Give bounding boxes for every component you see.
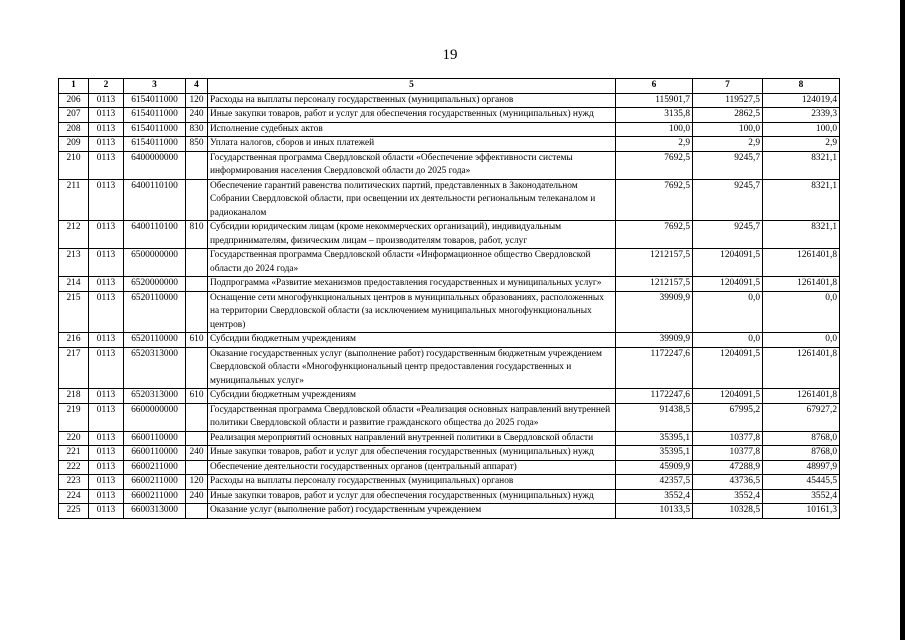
- description-cell: Обеспечение гарантий равенства политических партий, представленных в Законодательном Собрании Свердловской области, при освещении их деятельности региональным телеканалом и радиоканалом: [208, 179, 616, 221]
- column-header: 3: [124, 79, 186, 94]
- amount-col7-cell: 1204091,5: [693, 389, 763, 404]
- description-cell: Реализация мероприятий основных направлений внутренней политики в Свердловской области: [208, 431, 616, 446]
- section-code-cell: 0113: [89, 333, 124, 348]
- amount-col8-cell: 8321,1: [763, 151, 840, 179]
- amount-col7-cell: 10328,5: [693, 504, 763, 519]
- row-number-cell: 212: [59, 221, 89, 249]
- amount-col6-cell: 35395,1: [616, 431, 693, 446]
- expense-type-cell: 850: [186, 137, 208, 152]
- target-article-cell: 6600313000: [124, 504, 186, 519]
- column-header: 8: [763, 79, 840, 94]
- section-code-cell: 0113: [89, 93, 124, 108]
- expense-type-cell: [186, 277, 208, 292]
- section-code-cell: 0113: [89, 389, 124, 404]
- table-body: [59, 93, 840, 518]
- target-article-cell: 6500000000: [124, 249, 186, 277]
- amount-col8-cell: 8321,1: [763, 179, 840, 221]
- section-code-cell: 0113: [89, 221, 124, 249]
- target-article-cell: 6400110100: [124, 221, 186, 249]
- table-row: [59, 137, 840, 152]
- description-cell: Государственная программа Свердловской области «Обеспечение эффективности системы информирования населения Свердловской области до 2025 года»: [208, 151, 616, 179]
- section-code-cell: 0113: [89, 151, 124, 179]
- amount-col7-cell: 1204091,5: [693, 347, 763, 389]
- target-article-cell: 6154011000: [124, 137, 186, 152]
- amount-col8-cell: 1261401,8: [763, 277, 840, 292]
- amount-col7-cell: 10377,8: [693, 431, 763, 446]
- table-row: [59, 475, 840, 490]
- target-article-cell: 6154011000: [124, 122, 186, 137]
- budget-table: [58, 78, 840, 519]
- amount-col8-cell: 8768,0: [763, 446, 840, 461]
- description-cell: Оснащение сети многофункциональных центров в муниципальных образованиях, расположенных на территории Свердловской области (за исключением муниципальных многофункциональных центров): [208, 291, 616, 333]
- section-code-cell: 0113: [89, 403, 124, 431]
- column-header: 4: [186, 79, 208, 94]
- table-row: [59, 333, 840, 348]
- amount-col7-cell: 100,0: [693, 122, 763, 137]
- section-code-cell: 0113: [89, 108, 124, 123]
- expense-type-cell: 830: [186, 122, 208, 137]
- section-code-cell: 0113: [89, 249, 124, 277]
- amount-col7-cell: 0,0: [693, 333, 763, 348]
- expense-type-cell: 240: [186, 489, 208, 504]
- amount-col6-cell: 2,9: [616, 137, 693, 152]
- expense-type-cell: 120: [186, 93, 208, 108]
- amount-col8-cell: 1261401,8: [763, 249, 840, 277]
- column-header: 5: [208, 79, 616, 94]
- amount-col8-cell: 2,9: [763, 137, 840, 152]
- row-number-cell: 215: [59, 291, 89, 333]
- amount-col7-cell: 9245,7: [693, 221, 763, 249]
- table-row: [59, 403, 840, 431]
- row-number-cell: 208: [59, 122, 89, 137]
- column-header: 7: [693, 79, 763, 94]
- amount-col6-cell: 1212157,5: [616, 249, 693, 277]
- amount-col6-cell: 10133,5: [616, 504, 693, 519]
- table-row: [59, 179, 840, 221]
- row-number-cell: 221: [59, 446, 89, 461]
- description-cell: Уплата налогов, сборов и иных платежей: [208, 137, 616, 152]
- row-number-cell: 224: [59, 489, 89, 504]
- amount-col8-cell: 1261401,8: [763, 347, 840, 389]
- row-number-cell: 220: [59, 431, 89, 446]
- expense-type-cell: 120: [186, 475, 208, 490]
- table-row: [59, 347, 840, 389]
- row-number-cell: 218: [59, 389, 89, 404]
- table-row: [59, 446, 840, 461]
- description-cell: Иные закупки товаров, работ и услуг для обеспечения государственных (муниципальных) нужд: [208, 108, 616, 123]
- amount-col8-cell: 67927,2: [763, 403, 840, 431]
- table-row: [59, 108, 840, 123]
- column-header: 1: [59, 79, 89, 94]
- row-number-cell: 223: [59, 475, 89, 490]
- row-number-cell: 222: [59, 460, 89, 475]
- section-code-cell: 0113: [89, 179, 124, 221]
- amount-col8-cell: 1261401,8: [763, 389, 840, 404]
- target-article-cell: 6600211000: [124, 489, 186, 504]
- expense-type-cell: 610: [186, 333, 208, 348]
- amount-col8-cell: 8321,1: [763, 221, 840, 249]
- amount-col6-cell: 1212157,5: [616, 277, 693, 292]
- amount-col7-cell: 2,9: [693, 137, 763, 152]
- amount-col8-cell: 48997,9: [763, 460, 840, 475]
- amount-col8-cell: 2339,3: [763, 108, 840, 123]
- expense-type-cell: [186, 460, 208, 475]
- description-cell: Подпрограмма «Развитие механизмов предоставления государственных и муниципальных услуг»: [208, 277, 616, 292]
- description-cell: Расходы на выплаты персоналу государственных (муниципальных) органов: [208, 93, 616, 108]
- expense-type-cell: 610: [186, 389, 208, 404]
- table-row: [59, 489, 840, 504]
- row-number-cell: 206: [59, 93, 89, 108]
- target-article-cell: 6520313000: [124, 389, 186, 404]
- row-number-cell: 225: [59, 504, 89, 519]
- amount-col8-cell: 100,0: [763, 122, 840, 137]
- target-article-cell: 6600110000: [124, 446, 186, 461]
- amount-col6-cell: 3552,4: [616, 489, 693, 504]
- description-cell: Исполнение судебных актов: [208, 122, 616, 137]
- amount-col8-cell: 3552,4: [763, 489, 840, 504]
- amount-col7-cell: 43736,5: [693, 475, 763, 490]
- page-number: 19: [442, 47, 458, 63]
- expense-type-cell: 240: [186, 108, 208, 123]
- row-number-cell: 207: [59, 108, 89, 123]
- amount-col6-cell: 45909,9: [616, 460, 693, 475]
- amount-col8-cell: 10161,3: [763, 504, 840, 519]
- amount-col6-cell: 1172247,6: [616, 347, 693, 389]
- expense-type-cell: [186, 291, 208, 333]
- target-article-cell: 6600000000: [124, 403, 186, 431]
- target-article-cell: 6520110000: [124, 291, 186, 333]
- amount-col6-cell: 42357,5: [616, 475, 693, 490]
- target-article-cell: 6154011000: [124, 93, 186, 108]
- description-cell: Государственная программа Свердловской области «Реализация основных направлений внутренней политики Свердловской области и развитие гражданского общества до 2025 года»: [208, 403, 616, 431]
- target-article-cell: 6520110000: [124, 333, 186, 348]
- table-row: [59, 460, 840, 475]
- expense-type-cell: [186, 347, 208, 389]
- description-cell: Обеспечение деятельности государственных органов (центральный аппарат): [208, 460, 616, 475]
- description-cell: Оказание государственных услуг (выполнение работ) государственным бюджетным учреждением Свердловской области «Многофункциональный центр предоставления государственных и муниципальных услуг»: [208, 347, 616, 389]
- amount-col6-cell: 1172247,6: [616, 389, 693, 404]
- section-code-cell: 0113: [89, 277, 124, 292]
- amount-col7-cell: 2862,5: [693, 108, 763, 123]
- section-code-cell: 0113: [89, 347, 124, 389]
- description-cell: Государственная программа Свердловской области «Информационное общество Свердловской области до 2024 года»: [208, 249, 616, 277]
- amount-col6-cell: 39909,9: [616, 333, 693, 348]
- row-number-cell: 219: [59, 403, 89, 431]
- amount-col7-cell: 1204091,5: [693, 249, 763, 277]
- table-row: [59, 504, 840, 519]
- row-number-cell: 217: [59, 347, 89, 389]
- amount-col6-cell: 115901,7: [616, 93, 693, 108]
- table-row: [59, 389, 840, 404]
- amount-col7-cell: 9245,7: [693, 179, 763, 221]
- amount-col7-cell: 47288,9: [693, 460, 763, 475]
- amount-col7-cell: 1204091,5: [693, 277, 763, 292]
- description-cell: Субсидии бюджетным учреждениям: [208, 389, 616, 404]
- description-cell: Субсидии бюджетным учреждениям: [208, 333, 616, 348]
- table-row: [59, 93, 840, 108]
- amount-col6-cell: 35395,1: [616, 446, 693, 461]
- amount-col8-cell: 45445,5: [763, 475, 840, 490]
- section-code-cell: 0113: [89, 431, 124, 446]
- section-code-cell: 0113: [89, 291, 124, 333]
- amount-col8-cell: 124019,4: [763, 93, 840, 108]
- amount-col7-cell: 67995,2: [693, 403, 763, 431]
- amount-col6-cell: 7692,5: [616, 221, 693, 249]
- section-code-cell: 0113: [89, 137, 124, 152]
- target-article-cell: 6154011000: [124, 108, 186, 123]
- column-header: 6: [616, 79, 693, 94]
- amount-col7-cell: 3552,4: [693, 489, 763, 504]
- amount-col6-cell: 91438,5: [616, 403, 693, 431]
- section-code-cell: 0113: [89, 460, 124, 475]
- target-article-cell: 6600211000: [124, 460, 186, 475]
- expense-type-cell: [186, 249, 208, 277]
- target-article-cell: 6400110100: [124, 179, 186, 221]
- amount-col7-cell: 10377,8: [693, 446, 763, 461]
- section-code-cell: 0113: [89, 489, 124, 504]
- description-cell: Иные закупки товаров, работ и услуг для обеспечения государственных (муниципальных) нужд: [208, 446, 616, 461]
- row-number-cell: 213: [59, 249, 89, 277]
- row-number-cell: 210: [59, 151, 89, 179]
- amount-col7-cell: 0,0: [693, 291, 763, 333]
- amount-col7-cell: 9245,7: [693, 151, 763, 179]
- amount-col6-cell: 3135,8: [616, 108, 693, 123]
- target-article-cell: 6400000000: [124, 151, 186, 179]
- description-cell: Субсидии юридическим лицам (кроме некоммерческих организаций), индивидуальным предпринимателям, физическим лицам – производителям товаров, работ, услуг: [208, 221, 616, 249]
- target-article-cell: 6600110000: [124, 431, 186, 446]
- expense-type-cell: [186, 504, 208, 519]
- table-row: [59, 431, 840, 446]
- amount-col6-cell: 100,0: [616, 122, 693, 137]
- expense-type-cell: [186, 403, 208, 431]
- table-row: [59, 151, 840, 179]
- expense-type-cell: 810: [186, 221, 208, 249]
- target-article-cell: 6520313000: [124, 347, 186, 389]
- row-number-cell: 216: [59, 333, 89, 348]
- section-code-cell: 0113: [89, 475, 124, 490]
- description-cell: Оказание услуг (выполнение работ) государственным учреждением: [208, 504, 616, 519]
- table-row: [59, 122, 840, 137]
- amount-col7-cell: 119527,5: [693, 93, 763, 108]
- amount-col6-cell: 7692,5: [616, 179, 693, 221]
- table-row: [59, 249, 840, 277]
- section-code-cell: 0113: [89, 446, 124, 461]
- amount-col8-cell: 0,0: [763, 291, 840, 333]
- expense-type-cell: [186, 431, 208, 446]
- expense-type-cell: [186, 151, 208, 179]
- target-article-cell: 6600211000: [124, 475, 186, 490]
- table-header-row: [59, 79, 840, 94]
- amount-col6-cell: 39909,9: [616, 291, 693, 333]
- table-row: [59, 291, 840, 333]
- row-number-cell: 211: [59, 179, 89, 221]
- target-article-cell: 6520000000: [124, 277, 186, 292]
- table-row: [59, 277, 840, 292]
- expense-type-cell: 240: [186, 446, 208, 461]
- amount-col8-cell: 0,0: [763, 333, 840, 348]
- description-cell: Иные закупки товаров, работ и услуг для обеспечения государственных (муниципальных) нужд: [208, 489, 616, 504]
- amount-col8-cell: 8768,0: [763, 431, 840, 446]
- amount-col6-cell: 7692,5: [616, 151, 693, 179]
- section-code-cell: 0113: [89, 504, 124, 519]
- column-header: 2: [89, 79, 124, 94]
- row-number-cell: 209: [59, 137, 89, 152]
- description-cell: Расходы на выплаты персоналу государственных (муниципальных) органов: [208, 475, 616, 490]
- section-code-cell: 0113: [89, 122, 124, 137]
- row-number-cell: 214: [59, 277, 89, 292]
- expense-type-cell: [186, 179, 208, 221]
- table-row: [59, 221, 840, 249]
